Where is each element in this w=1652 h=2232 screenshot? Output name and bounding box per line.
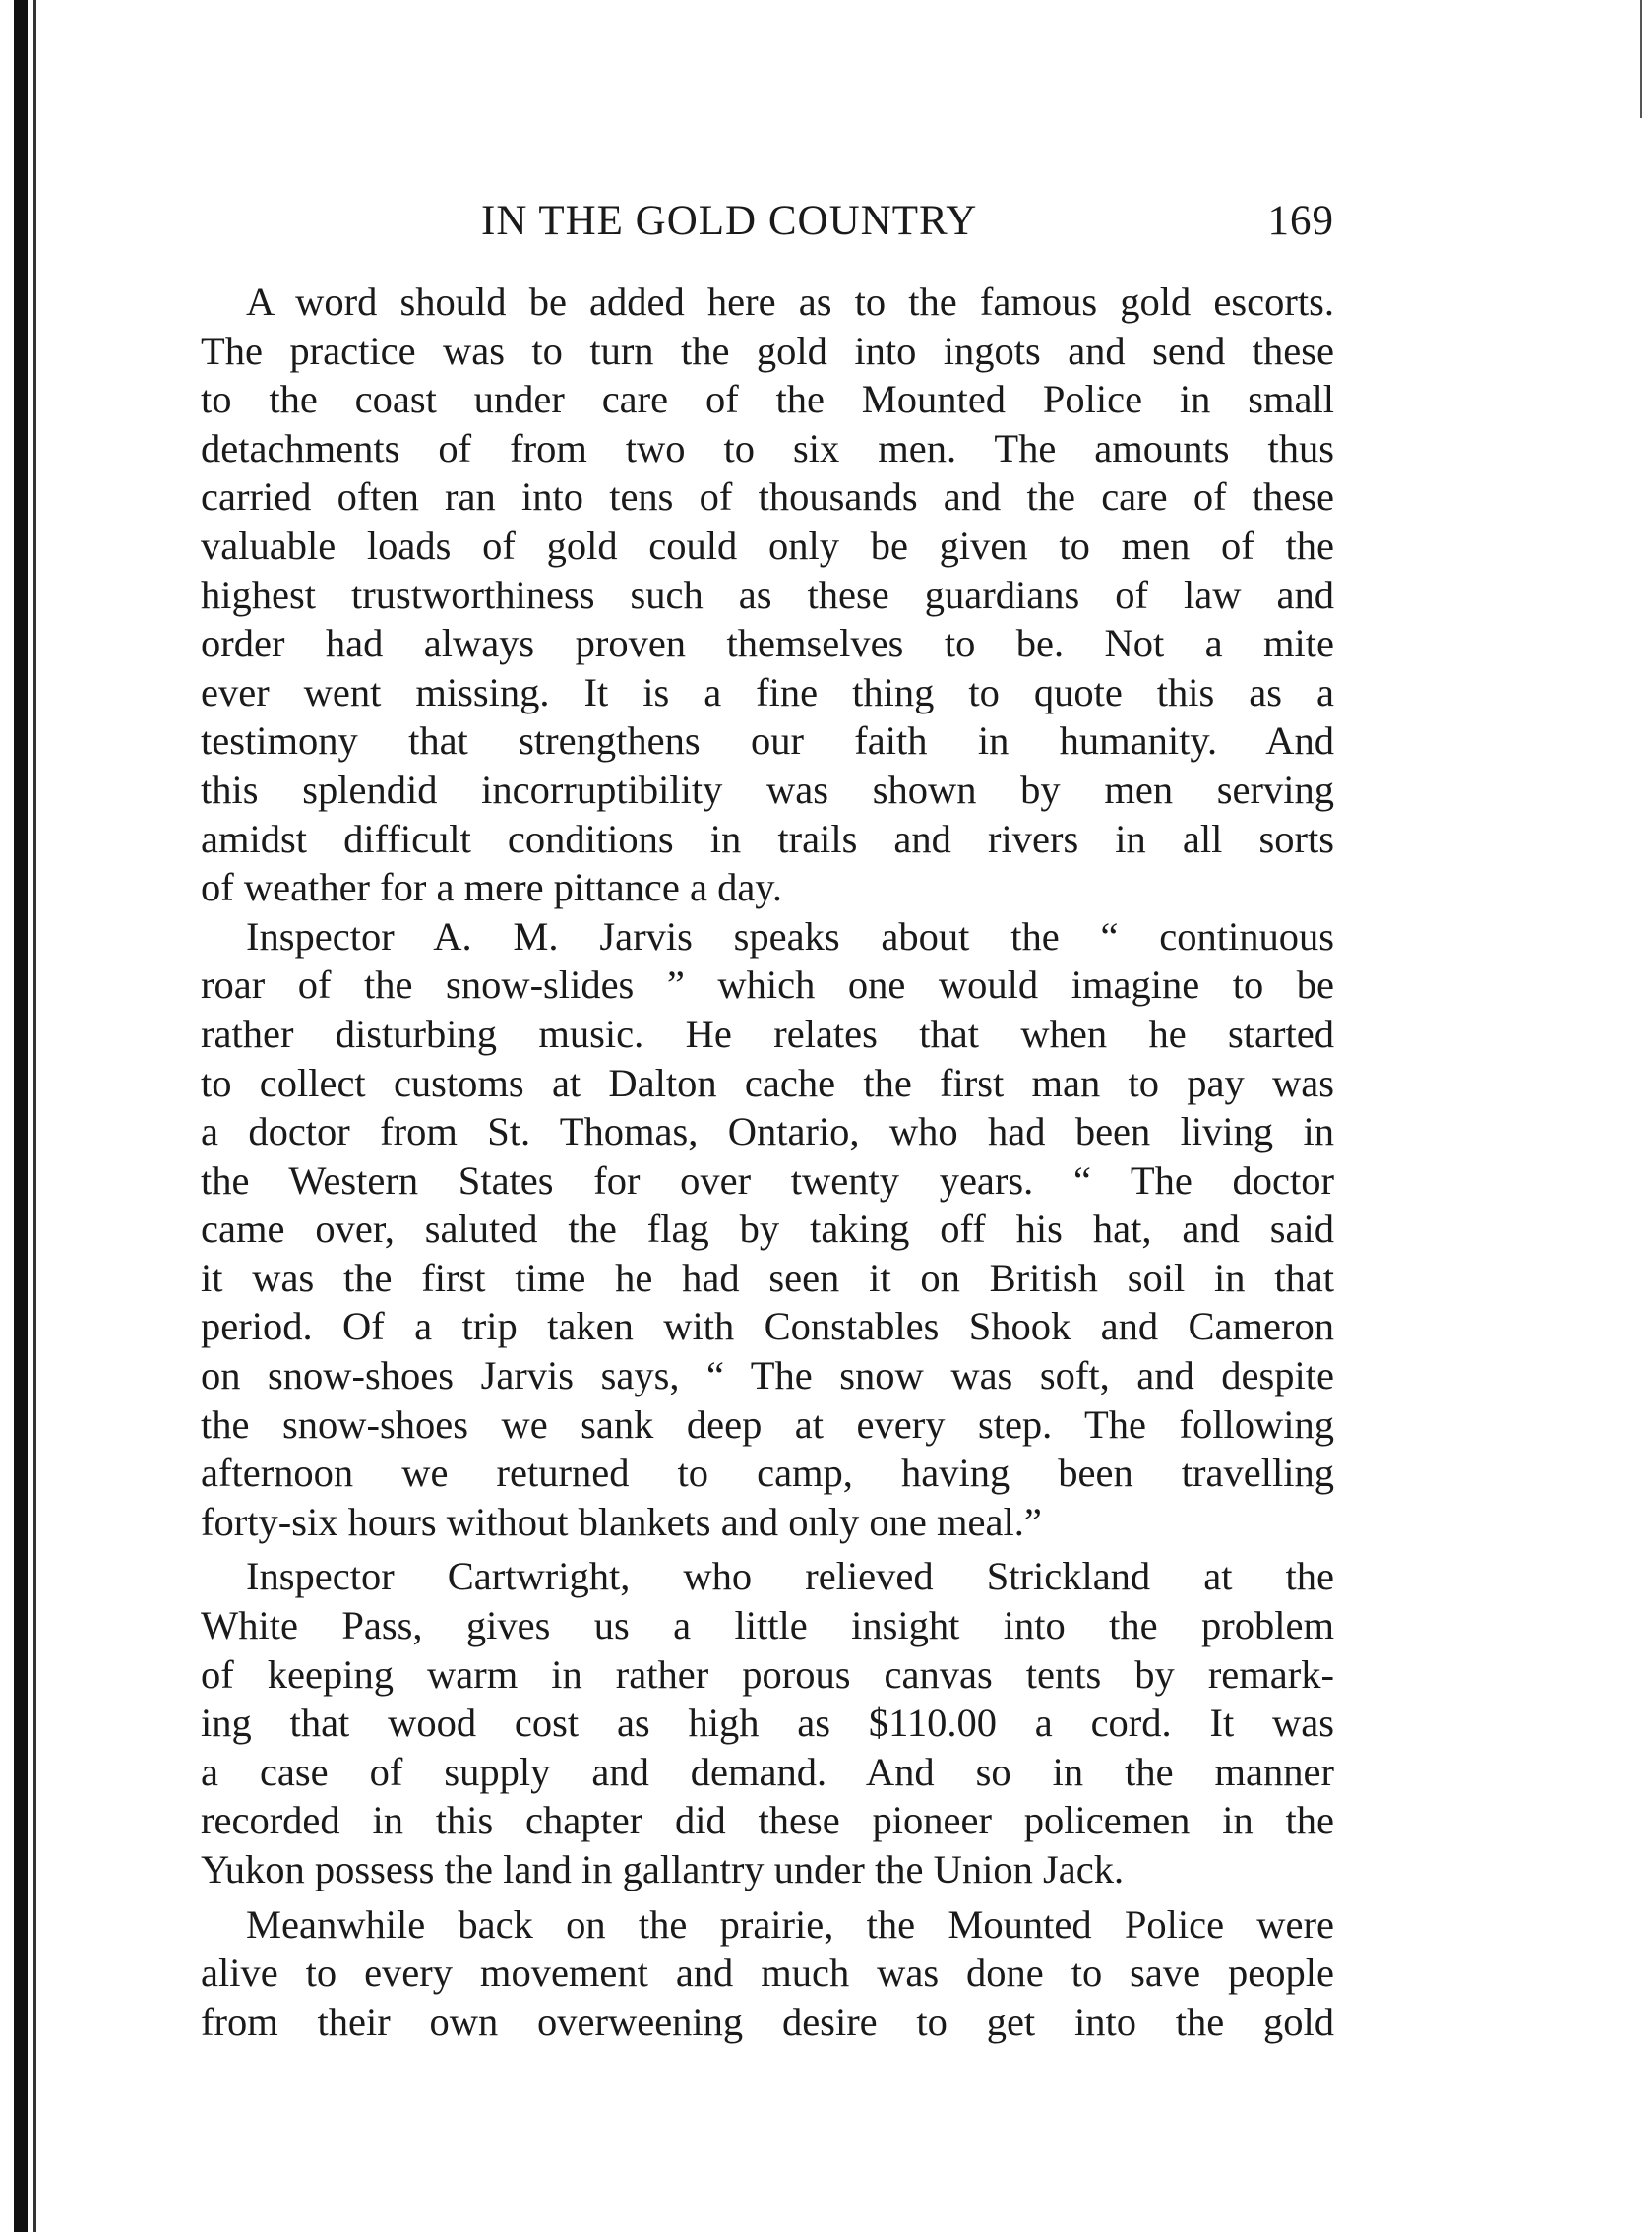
text-line: Inspector Cartwright, who relieved Strickland at the: [246, 1554, 1334, 1599]
scan-binding-shadow: [33, 0, 36, 2232]
text-line: carried often ran into tens of thousands and the care of these: [201, 474, 1334, 520]
text-line: testimony that strengthens our faith in humanity. And: [201, 718, 1334, 764]
text-line: to the coast under care of the Mounted Police in small: [201, 377, 1334, 422]
text-line: The practice was to turn the gold into ingots and send these: [201, 328, 1334, 373]
text-line: forty-six hours without blankets and only one meal.”: [201, 1499, 1042, 1544]
scan-binding-edge: [14, 0, 28, 2232]
text-line: order had always proven themselves to be. Not a mite: [201, 621, 1334, 666]
text-line: recorded in this chapter did these pioneer policemen in the: [201, 1798, 1334, 1843]
text-line: valuable loads of gold could only be given to men of the: [201, 523, 1334, 568]
page-number: 169: [1267, 198, 1334, 244]
text-line: highest trustworthiness such as these guardians of law and: [201, 572, 1334, 617]
text-line: White Pass, gives us a little insight into the problem: [201, 1603, 1334, 1648]
text-line: came over, saluted the flag by taking off his hat, and said: [201, 1207, 1334, 1252]
running-head: [201, 197, 1334, 256]
text-line: to collect customs at Dalton cache the first man to pay was: [201, 1060, 1334, 1105]
text-line: of keeping warm in rather porous canvas tents by remark-: [201, 1651, 1334, 1697]
text-line: this splendid incorruptibility was shown by men serving: [201, 767, 1334, 812]
text-line: afternoon we returned to camp, having been travelling: [201, 1451, 1334, 1496]
text-line: detachments of from two to six men. The amounts thus: [201, 425, 1334, 470]
text-line: Yukon possess the land in gallantry under the Union Jack.: [201, 1847, 1125, 1891]
text-line: it was the first time he had seen it on British soil in that: [201, 1255, 1334, 1300]
text-line: of weather for a mere pittance a day.: [201, 865, 783, 910]
text-line: Meanwhile back on the prairie, the Mounted Police were: [246, 1901, 1334, 1947]
scan-right-edge: [1640, 0, 1642, 118]
text-line: rather disturbing music. He relates that when he started: [201, 1011, 1334, 1056]
text-line: the Western States for over twenty years. “ The doctor: [201, 1157, 1334, 1203]
text-line: A word should be added here as to the famous gold escorts.: [246, 279, 1334, 324]
book-page: [201, 197, 1334, 2046]
text-line: period. Of a trip taken with Constables Shook and Cameron: [201, 1304, 1334, 1349]
text-line: roar of the snow-slides ” which one would imagine to be: [201, 962, 1334, 1008]
text-line: amidst difficult conditions in trails and rivers in all sorts: [201, 816, 1334, 861]
text-line: a case of supply and demand. And so in the manner: [201, 1749, 1334, 1794]
text-line: the snow-shoes we sank deep at every step. The following: [201, 1401, 1334, 1447]
body-text: [201, 278, 1334, 2046]
paragraph: [201, 1900, 1334, 2047]
running-head-title: IN THE GOLD COUNTRY: [481, 198, 978, 244]
paragraph: [201, 1552, 1334, 1893]
text-line: Inspector A. M. Jarvis speaks about the “ continuous: [246, 913, 1334, 959]
text-line: on snow-shoes Jarvis says, “ The snow was soft, and despite: [201, 1353, 1334, 1398]
paragraph: [201, 278, 1334, 912]
text-line: a doctor from St. Thomas, Ontario, who had been living in: [201, 1109, 1334, 1154]
text-line: from their own overweening desire to get into the gold: [201, 1999, 1334, 2044]
text-line: ing that wood cost as high as $110.00 a cord. It was: [201, 1701, 1334, 1746]
text-line: alive to every movement and much was done to save people: [201, 1951, 1334, 1996]
text-line: ever went missing. It is a fine thing to quote this as a: [201, 669, 1334, 714]
paragraph: [201, 912, 1334, 1547]
